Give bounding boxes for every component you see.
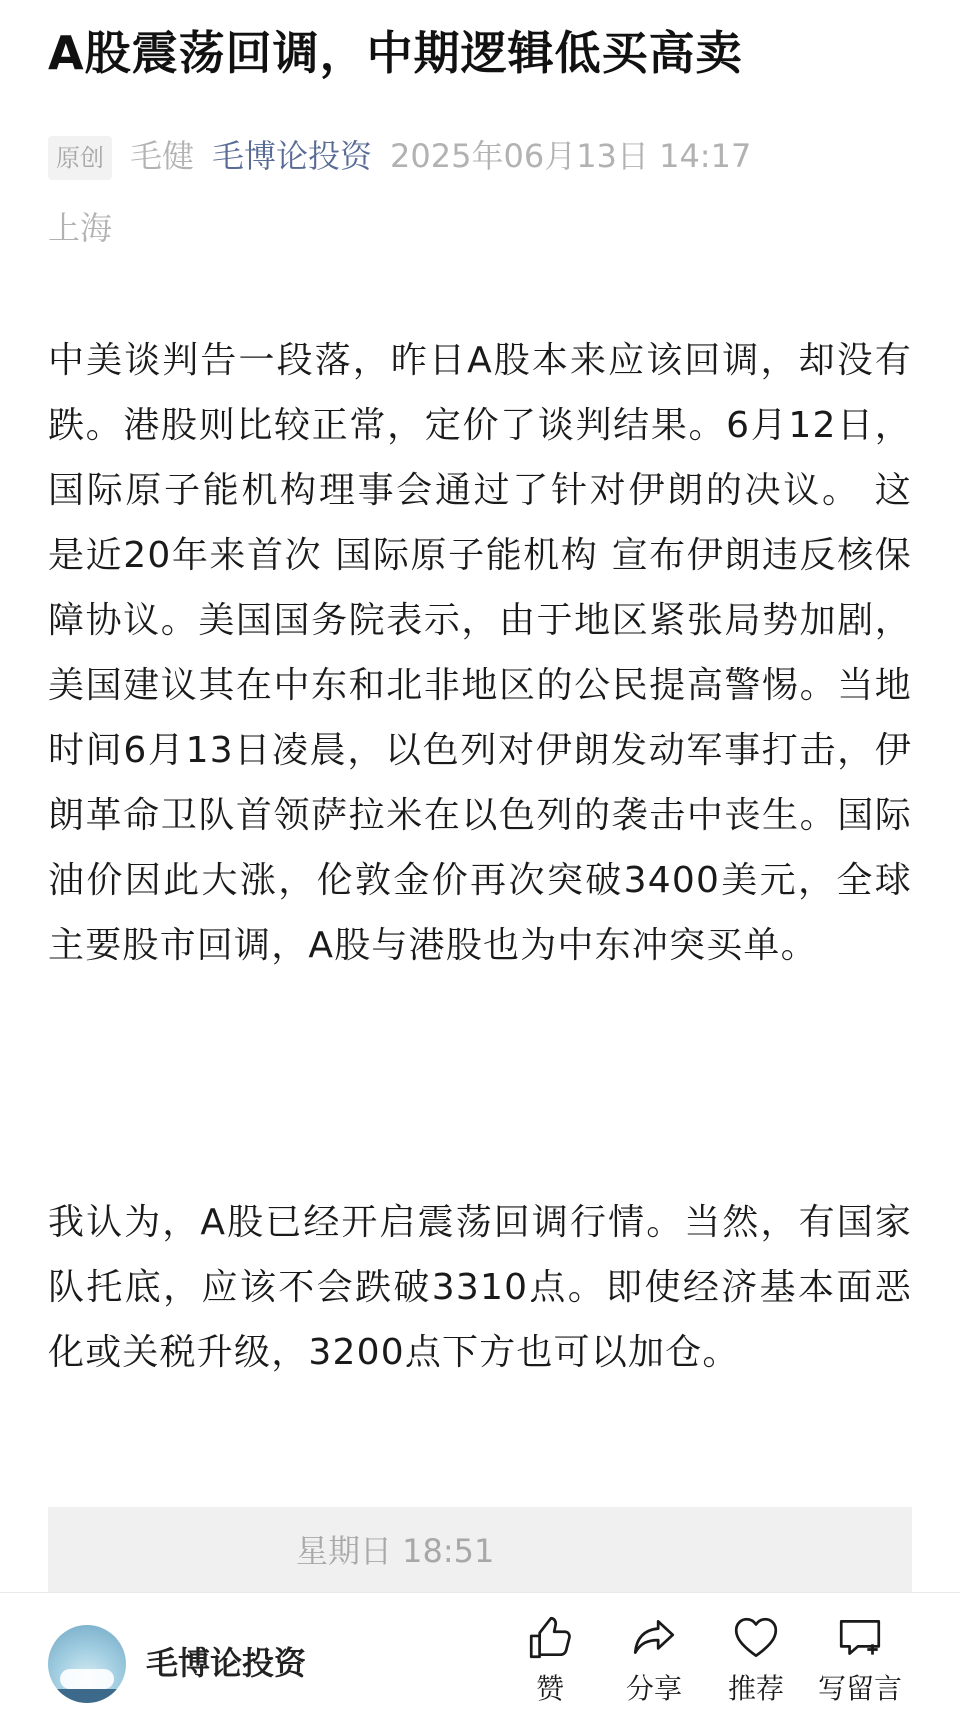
timestamp-text: 星期日 18:51 [296, 1532, 495, 1570]
recommend-button[interactable] [706, 1613, 806, 1709]
comment-label: 写留言 [817, 1672, 902, 1705]
article-title: A股震荡回调，中期逻辑低买高卖 [48, 26, 743, 80]
recommend-label: 推荐 [727, 1672, 784, 1705]
publish-location: 上海 [48, 209, 113, 247]
share-arrow-icon [629, 1613, 679, 1663]
write-comment-button[interactable] [810, 1613, 910, 1709]
thumbs-up-icon [525, 1613, 575, 1663]
paragraph-1: 中美谈判告一段落，昨日A股本来应该回调，却没有跌。港股则比较正常，定价了谈判结果。6月12日，国际原子能机构理事会通过了针对伊朗的决议。 这是近20年来首次 国际原子能机构 宣布伊朗违反核保障协议。美国国务院表示，由于地区紧张局势加剧，美国建议其在中东和北非地区的公民提高警惕。当地时间6月13日凌晨，以色列对伊朗发动军事打击，伊朗革命卫队首领萨拉米在以色列的袭击中丧生。国际油价因此大涨，伦敦金价再次突破3400美元，全球主要股市回调，A股与港股也为中东冲突买单。 [48, 340, 912, 966]
publish-datetime: 2025年06月13日 14:17 [390, 137, 752, 175]
bottom-action-bar [0, 1592, 960, 1734]
account-link[interactable]: 毛博论投资 [212, 137, 373, 175]
comment-plus-icon [835, 1613, 885, 1663]
timestamp-strip [48, 1507, 912, 1595]
like-label: 赞 [535, 1672, 564, 1705]
bottom-account-name[interactable]: 毛博论投资 [146, 1644, 307, 1682]
author-name: 毛健 [130, 137, 195, 175]
share-label: 分享 [625, 1672, 682, 1705]
share-button[interactable] [604, 1613, 704, 1709]
like-button[interactable] [500, 1613, 600, 1709]
original-badge: 原创 [48, 136, 112, 180]
heart-icon [731, 1613, 781, 1663]
avatar[interactable] [48, 1625, 126, 1703]
paragraph-2: 我认为，A股已经开启震荡回调行情。当然，有国家队托底，应该不会跌破3310点。即使经济基本面恶化或关税升级，3200点下方也可以加仓。 [48, 1202, 912, 1373]
article-meta [48, 120, 912, 264]
